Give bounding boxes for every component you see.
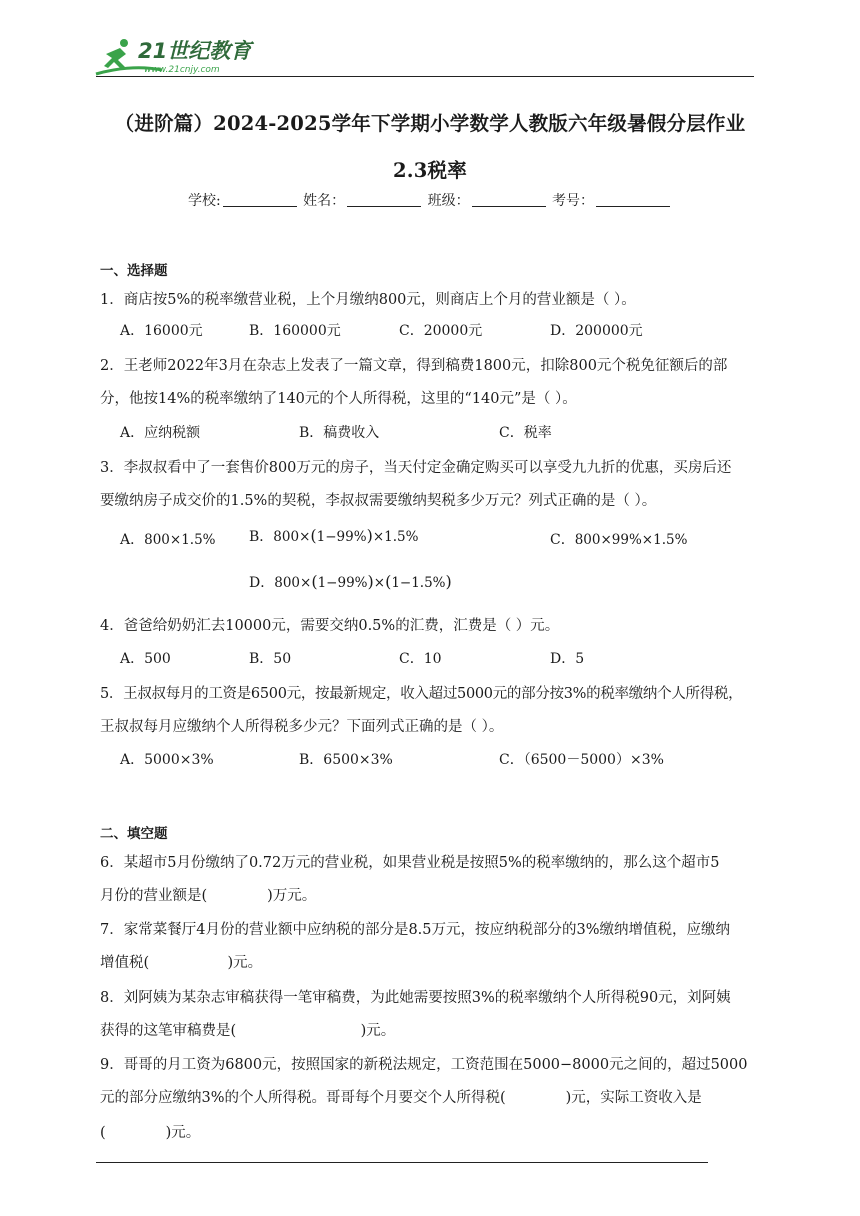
q3-line1: 3．李叔叔看中了一套售价800万元的房子，当天付定金确定购买可以享受九九折的优惠，买房后还: [100, 460, 732, 476]
q3-line2: 要缴纳房子成交价的1.5%的契税，李叔叔需要缴纳契税多少万元？列式正确的是（ ）。: [100, 493, 657, 509]
q2-line1: 2．王老师2022年3月在杂志上发表了一篇文章，得到稿费1800元，扣除800元个税免征额后的部: [100, 358, 728, 374]
q3-option-b[interactable]: B．800×(1−99%)×1.5%: [249, 526, 419, 545]
q4-text: 4．爸爸给奶奶汇去10000元，需要交纳0.5%的汇费，汇费是（ ）元。: [100, 618, 560, 634]
class-label: 班级：: [427, 193, 470, 209]
q2-option-a[interactable]: A．应纳税额: [120, 425, 201, 441]
q6-line2: 月份的营业额是( )万元。: [100, 888, 317, 904]
q3-option-d[interactable]: D．800×(1−99%)×(1−1.5%): [249, 572, 452, 591]
document-title: （进阶篇）2024-2025学年下学期小学数学人教版六年级暑假分层作业: [114, 112, 746, 135]
q1-option-d[interactable]: D．200000元: [550, 323, 643, 339]
q1-option-c[interactable]: C．20000元: [399, 323, 483, 339]
q6-line1: 6．某超市5月份缴纳了0.72万元的营业税，如果营业税是按照5%的税率缴纳的，那么这个超市5: [100, 855, 720, 871]
q5-option-a[interactable]: A．5000×3%: [120, 752, 214, 768]
q1-option-b[interactable]: B．160000元: [249, 323, 341, 339]
section-fill-heading: 二、填空题: [100, 826, 168, 842]
q4-option-c[interactable]: C．10: [399, 651, 442, 667]
document-subtitle: 2.3税率: [393, 159, 467, 182]
name-blank[interactable]: [347, 192, 421, 207]
q2-line2: 分，他按14%的税率缴纳了140元的个人所得税，这里的“140元”是（ ）。: [100, 391, 577, 407]
q8-line2: 获得的这笔审稿费是( )元。: [100, 1023, 396, 1039]
section-choice-heading: 一、选择题: [100, 263, 168, 279]
q4-option-b[interactable]: B．50: [249, 651, 292, 667]
q9-line2: 元的部分应缴纳3%的个人所得税。哥哥每个月要交个人所得税( )元，实际工资收入是: [100, 1090, 702, 1106]
student-info-line: [0, 190, 860, 210]
school-blank[interactable]: [223, 192, 297, 207]
q5-option-b[interactable]: B．6500×3%: [299, 752, 393, 768]
q2-option-c[interactable]: C．税率: [499, 425, 552, 441]
q2-option-b[interactable]: B．稿费收入: [299, 425, 380, 441]
q1-text: 1．商店按5%的税率缴营业税，上个月缴纳800元，则商店上个月的营业额是（ ）。: [100, 292, 636, 308]
class-blank[interactable]: [472, 192, 546, 207]
q5-line2: 王叔叔每月应缴纳个人所得税多少元？下面列式正确的是（ ）。: [100, 719, 504, 735]
footer-rule: [96, 1162, 708, 1163]
q3-option-a[interactable]: A．800×1.5%: [120, 532, 216, 548]
header-rule: [96, 76, 754, 77]
logo-21cnjy: [92, 34, 262, 78]
q4-option-a[interactable]: A．500: [120, 651, 171, 667]
q5-option-c[interactable]: C．（6500－5000）×3%: [499, 752, 664, 768]
school-label: 学校:: [187, 193, 221, 209]
exam-no-blank[interactable]: [596, 192, 670, 207]
q9-line3: ( )元。: [100, 1125, 201, 1141]
q8-line1: 8．刘阿姨为某杂志审稿获得一笔审稿费，为此她需要按照3%的税率缴纳个人所得税90元，刘阿姨: [100, 990, 731, 1006]
q7-line2: 增值税( )元。: [100, 955, 263, 971]
q9-line1: 9．哥哥的月工资为6800元，按照国家的新税法规定，工资范围在5000−8000元之间的，超过5000: [100, 1057, 748, 1073]
logo-text: 21世纪教育: [138, 39, 252, 63]
q7-line1: 7．家常菜餐厅4月份的营业额中应纳税的部分是8.5万元，按应纳税部分的3%缴纳增值税，应缴纳: [100, 922, 731, 938]
q4-option-d[interactable]: D．5: [550, 651, 585, 667]
q5-line1: 5．王叔叔每月的工资是6500元，按最新规定，收入超过5000元的部分按3%的税率缴纳个人所得税，: [100, 686, 743, 702]
q3-option-c[interactable]: C．800×99%×1.5%: [550, 532, 688, 548]
exam-no-label: 考号：: [552, 193, 595, 209]
logo-url: www.21cnjy.com: [144, 65, 220, 75]
q1-option-a[interactable]: A．16000元: [120, 323, 203, 339]
name-label: 姓名：: [303, 193, 346, 209]
